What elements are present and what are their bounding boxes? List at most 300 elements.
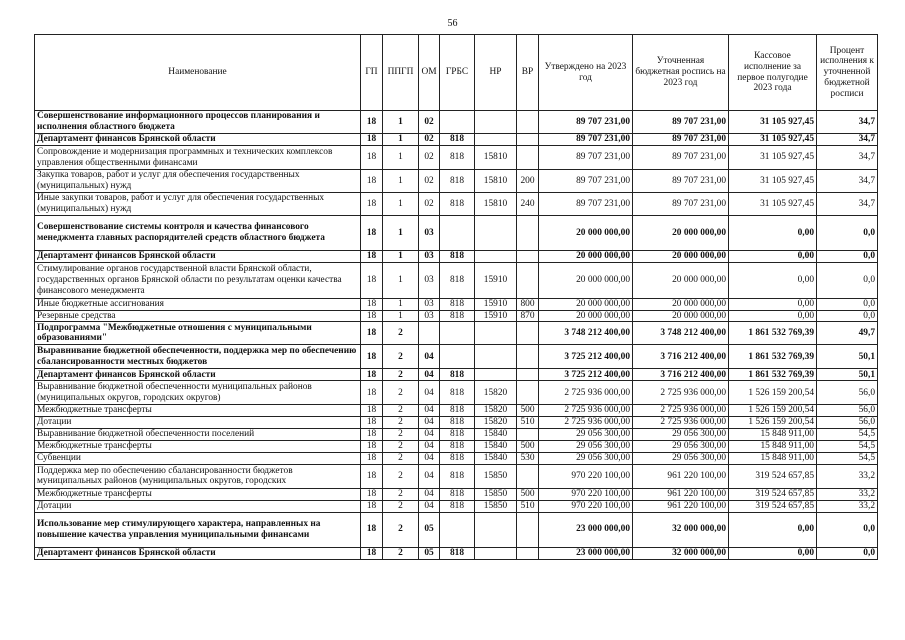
cash-cell: 0,00 xyxy=(729,216,817,251)
gp-cell: 18 xyxy=(361,263,383,299)
name: Дотации xyxy=(35,417,361,429)
vr-cell xyxy=(517,381,539,405)
name: Межбюджетные трансферты xyxy=(35,405,361,417)
page-number: 56 xyxy=(447,18,458,29)
column-header-gp: ГП xyxy=(361,35,383,111)
grbs-cell xyxy=(440,345,475,369)
refined-cell: 3 716 212 400,00 xyxy=(633,345,729,369)
om-cell: 02 xyxy=(419,193,440,216)
table-body xyxy=(35,111,878,560)
grbs-cell: 818 xyxy=(440,488,475,500)
refined-cell: 29 056 300,00 xyxy=(633,452,729,464)
cash-cell: 1 526 159 200,54 xyxy=(729,405,817,417)
nr-cell: 15820 xyxy=(475,417,517,429)
cash-cell: 0,00 xyxy=(729,512,817,547)
percent-cell: 56,0 xyxy=(817,417,878,429)
refined-cell: 2 725 936 000,00 xyxy=(633,381,729,405)
om-cell: 04 xyxy=(419,452,440,464)
ppgp-cell: 1 xyxy=(383,263,419,299)
vr-cell xyxy=(517,345,539,369)
refined-cell: 961 220 100,00 xyxy=(633,464,729,488)
om-cell: 02 xyxy=(419,170,440,193)
gp-cell: 18 xyxy=(361,369,383,381)
approved-cell: 23 000 000,00 xyxy=(539,512,633,547)
grbs-cell: 818 xyxy=(440,417,475,429)
refined-cell: 29 056 300,00 xyxy=(633,428,729,440)
refined-cell: 32 000 000,00 xyxy=(633,512,729,547)
approved-cell: 2 725 936 000,00 xyxy=(539,381,633,405)
percent-cell: 54,5 xyxy=(817,452,878,464)
name: Межбюджетные трансферты xyxy=(35,488,361,500)
grbs-cell: 818 xyxy=(440,310,475,322)
approved-cell: 970 220 100,00 xyxy=(539,500,633,512)
cash-cell: 0,00 xyxy=(729,310,817,322)
ppgp-cell: 2 xyxy=(383,500,419,512)
gp-cell: 18 xyxy=(361,310,383,322)
nr-cell: 15910 xyxy=(475,299,517,311)
name: Подпрограмма "Межбюджетные отношения с муниципальными образованиями" xyxy=(35,322,361,345)
om-cell: 04 xyxy=(419,381,440,405)
om-cell: 04 xyxy=(419,488,440,500)
nr-cell: 15840 xyxy=(475,428,517,440)
approved-cell: 3 725 212 400,00 xyxy=(539,345,633,369)
approved-cell: 89 707 231,00 xyxy=(539,170,633,193)
table-row xyxy=(35,381,878,405)
refined-cell: 20 000 000,00 xyxy=(633,263,729,299)
cash-cell: 1 526 159 200,54 xyxy=(729,381,817,405)
nr-cell: 15810 xyxy=(475,170,517,193)
ppgp-cell: 2 xyxy=(383,322,419,345)
gp-cell: 18 xyxy=(361,417,383,429)
percent-cell: 0,0 xyxy=(817,547,878,559)
grbs-cell: 818 xyxy=(440,428,475,440)
gp-cell: 18 xyxy=(361,405,383,417)
table-row xyxy=(35,134,878,146)
approved-cell: 970 220 100,00 xyxy=(539,488,633,500)
cash-cell: 319 524 657,85 xyxy=(729,488,817,500)
om-cell: 04 xyxy=(419,464,440,488)
table-row xyxy=(35,417,878,429)
table-row xyxy=(35,369,878,381)
grbs-cell: 818 xyxy=(440,369,475,381)
approved-cell: 89 707 231,00 xyxy=(539,193,633,216)
grbs-cell xyxy=(440,322,475,345)
table-row xyxy=(35,310,878,322)
cash-cell: 31 105 927,45 xyxy=(729,146,817,170)
ppgp-cell: 1 xyxy=(383,310,419,322)
om-cell: 03 xyxy=(419,216,440,251)
table-row xyxy=(35,111,878,134)
name: Департамент финансов Брянской области xyxy=(35,251,361,263)
gp-cell: 18 xyxy=(361,547,383,559)
vr-cell: 530 xyxy=(517,452,539,464)
table-row xyxy=(35,440,878,452)
name: Использование мер стимулирующего характера, направленных на повышение качества управления муниципальными финансами xyxy=(35,512,361,547)
approved-cell: 89 707 231,00 xyxy=(539,134,633,146)
refined-cell: 3 716 212 400,00 xyxy=(633,369,729,381)
vr-cell xyxy=(517,263,539,299)
vr-cell xyxy=(517,251,539,263)
grbs-cell: 818 xyxy=(440,251,475,263)
gp-cell: 18 xyxy=(361,464,383,488)
nr-cell: 15810 xyxy=(475,146,517,170)
ppgp-cell: 1 xyxy=(383,251,419,263)
vr-cell xyxy=(517,134,539,146)
gp-cell: 18 xyxy=(361,299,383,311)
om-cell: 03 xyxy=(419,263,440,299)
table-row xyxy=(35,512,878,547)
ppgp-cell: 2 xyxy=(383,381,419,405)
nr-cell: 15840 xyxy=(475,440,517,452)
nr-cell xyxy=(475,251,517,263)
approved-cell: 23 000 000,00 xyxy=(539,547,633,559)
table-row xyxy=(35,428,878,440)
refined-cell: 961 220 100,00 xyxy=(633,500,729,512)
name: Резервные средства xyxy=(35,310,361,322)
nr-cell: 15810 xyxy=(475,193,517,216)
approved-cell: 3 725 212 400,00 xyxy=(539,369,633,381)
vr-cell: 800 xyxy=(517,299,539,311)
vr-cell: 500 xyxy=(517,440,539,452)
table-row xyxy=(35,299,878,311)
refined-cell: 89 707 231,00 xyxy=(633,170,729,193)
nr-cell xyxy=(475,322,517,345)
table-row xyxy=(35,405,878,417)
nr-cell: 15910 xyxy=(475,263,517,299)
gp-cell: 18 xyxy=(361,512,383,547)
approved-cell: 89 707 231,00 xyxy=(539,111,633,134)
name: Совершенствование системы контроля и качества финансового менеджмента главных распорядителей средств областного бюджета xyxy=(35,216,361,251)
percent-cell: 34,7 xyxy=(817,134,878,146)
table-row xyxy=(35,547,878,559)
name: Совершенствование информационного процессов планирования и исполнения областного бюджета xyxy=(35,111,361,134)
ppgp-cell: 1 xyxy=(383,299,419,311)
grbs-cell: 818 xyxy=(440,263,475,299)
approved-cell: 2 725 936 000,00 xyxy=(539,417,633,429)
cash-cell: 1 526 159 200,54 xyxy=(729,417,817,429)
refined-cell: 20 000 000,00 xyxy=(633,216,729,251)
approved-cell: 20 000 000,00 xyxy=(539,299,633,311)
percent-cell: 34,7 xyxy=(817,170,878,193)
vr-cell: 510 xyxy=(517,500,539,512)
om-cell xyxy=(419,322,440,345)
ppgp-cell: 2 xyxy=(383,428,419,440)
percent-cell: 54,5 xyxy=(817,440,878,452)
column-header-ppgp: ППГП xyxy=(383,35,419,111)
gp-cell: 18 xyxy=(361,500,383,512)
percent-cell: 56,0 xyxy=(817,405,878,417)
name: Иные закупки товаров, работ и услуг для обеспечения государственных (муниципальных) нужд xyxy=(35,193,361,216)
name: Иные бюджетные ассигнования xyxy=(35,299,361,311)
nr-cell xyxy=(475,369,517,381)
vr-cell xyxy=(517,428,539,440)
refined-cell: 29 056 300,00 xyxy=(633,440,729,452)
cash-cell: 319 524 657,85 xyxy=(729,464,817,488)
cash-cell: 31 105 927,45 xyxy=(729,170,817,193)
om-cell: 02 xyxy=(419,111,440,134)
grbs-cell xyxy=(440,216,475,251)
cash-cell: 15 848 911,00 xyxy=(729,440,817,452)
approved-cell: 3 748 212 400,00 xyxy=(539,322,633,345)
om-cell: 05 xyxy=(419,547,440,559)
cash-cell: 319 524 657,85 xyxy=(729,500,817,512)
om-cell: 04 xyxy=(419,345,440,369)
refined-cell: 20 000 000,00 xyxy=(633,310,729,322)
gp-cell: 18 xyxy=(361,440,383,452)
vr-cell xyxy=(517,547,539,559)
refined-cell: 89 707 231,00 xyxy=(633,134,729,146)
approved-cell: 20 000 000,00 xyxy=(539,310,633,322)
ppgp-cell: 1 xyxy=(383,170,419,193)
vr-cell xyxy=(517,512,539,547)
cash-cell: 0,00 xyxy=(729,299,817,311)
ppgp-cell: 2 xyxy=(383,345,419,369)
vr-cell xyxy=(517,369,539,381)
gp-cell: 18 xyxy=(361,345,383,369)
nr-cell xyxy=(475,512,517,547)
grbs-cell: 818 xyxy=(440,500,475,512)
om-cell: 04 xyxy=(419,440,440,452)
ppgp-cell: 2 xyxy=(383,464,419,488)
grbs-cell: 818 xyxy=(440,547,475,559)
ppgp-cell: 2 xyxy=(383,452,419,464)
ppgp-cell: 2 xyxy=(383,369,419,381)
percent-cell: 34,7 xyxy=(817,146,878,170)
percent-cell: 0,0 xyxy=(817,512,878,547)
name: Выравнивание бюджетной обеспеченности муниципальных районов (муниципальных округов, городских округов) xyxy=(35,381,361,405)
cash-cell: 31 105 927,45 xyxy=(729,111,817,134)
column-header-approved: Утверждено на 2023 год xyxy=(539,35,633,111)
gp-cell: 18 xyxy=(361,452,383,464)
name: Выравнивание бюджетной обеспеченности поселений xyxy=(35,428,361,440)
ppgp-cell: 2 xyxy=(383,405,419,417)
gp-cell: 18 xyxy=(361,193,383,216)
ppgp-cell: 1 xyxy=(383,216,419,251)
name: Межбюджетные трансферты xyxy=(35,440,361,452)
cash-cell: 0,00 xyxy=(729,263,817,299)
column-header-percent: Процент исполнения к уточненной бюджетной росписи xyxy=(817,35,878,111)
name: Департамент финансов Брянской области xyxy=(35,369,361,381)
ppgp-cell: 2 xyxy=(383,417,419,429)
om-cell: 02 xyxy=(419,146,440,170)
nr-cell xyxy=(475,547,517,559)
gp-cell: 18 xyxy=(361,428,383,440)
approved-cell: 29 056 300,00 xyxy=(539,452,633,464)
cash-cell: 31 105 927,45 xyxy=(729,193,817,216)
column-header-cash: Кассовое исполнение за первое полугодие 2023 года xyxy=(729,35,817,111)
cash-cell: 1 861 532 769,39 xyxy=(729,322,817,345)
cash-cell: 1 861 532 769,39 xyxy=(729,369,817,381)
cash-cell: 31 105 927,45 xyxy=(729,134,817,146)
name: Департамент финансов Брянской области xyxy=(35,547,361,559)
ppgp-cell: 2 xyxy=(383,512,419,547)
percent-cell: 33,2 xyxy=(817,500,878,512)
percent-cell: 0,0 xyxy=(817,310,878,322)
vr-cell: 870 xyxy=(517,310,539,322)
gp-cell: 18 xyxy=(361,170,383,193)
om-cell: 05 xyxy=(419,512,440,547)
name: Стимулирование органов государственной власти Брянской области, государственных органов Брянской области по результатам оценки качества финансового менеджмента xyxy=(35,263,361,299)
ppgp-cell: 2 xyxy=(383,488,419,500)
vr-cell: 240 xyxy=(517,193,539,216)
approved-cell: 29 056 300,00 xyxy=(539,440,633,452)
om-cell: 04 xyxy=(419,369,440,381)
percent-cell: 0,0 xyxy=(817,251,878,263)
nr-cell: 15850 xyxy=(475,500,517,512)
grbs-cell: 818 xyxy=(440,170,475,193)
nr-cell xyxy=(475,111,517,134)
gp-cell: 18 xyxy=(361,216,383,251)
table-row xyxy=(35,452,878,464)
nr-cell: 15850 xyxy=(475,464,517,488)
ppgp-cell: 1 xyxy=(383,111,419,134)
approved-cell: 20 000 000,00 xyxy=(539,263,633,299)
table-row xyxy=(35,146,878,170)
approved-cell: 20 000 000,00 xyxy=(539,216,633,251)
grbs-cell: 818 xyxy=(440,440,475,452)
ppgp-cell: 2 xyxy=(383,547,419,559)
cash-cell: 1 861 532 769,39 xyxy=(729,345,817,369)
vr-cell xyxy=(517,111,539,134)
column-header-vr: ВР xyxy=(517,35,539,111)
percent-cell: 33,2 xyxy=(817,464,878,488)
percent-cell: 54,5 xyxy=(817,428,878,440)
approved-cell: 2 725 936 000,00 xyxy=(539,405,633,417)
budget-table xyxy=(34,34,878,560)
grbs-cell: 818 xyxy=(440,381,475,405)
table-row xyxy=(35,322,878,345)
nr-cell: 15850 xyxy=(475,488,517,500)
percent-cell: 33,2 xyxy=(817,488,878,500)
column-header-refined: Уточненная бюджетная роспись на 2023 год xyxy=(633,35,729,111)
approved-cell: 89 707 231,00 xyxy=(539,146,633,170)
grbs-cell: 818 xyxy=(440,464,475,488)
percent-cell: 50,1 xyxy=(817,369,878,381)
approved-cell: 20 000 000,00 xyxy=(539,251,633,263)
om-cell: 04 xyxy=(419,428,440,440)
column-header-grbs: ГРБС xyxy=(440,35,475,111)
nr-cell: 15910 xyxy=(475,310,517,322)
name: Субвенции xyxy=(35,452,361,464)
refined-cell: 89 707 231,00 xyxy=(633,193,729,216)
name: Департамент финансов Брянской области xyxy=(35,134,361,146)
om-cell: 04 xyxy=(419,417,440,429)
approved-cell: 29 056 300,00 xyxy=(539,428,633,440)
grbs-cell: 818 xyxy=(440,299,475,311)
column-header-nr: НР xyxy=(475,35,517,111)
om-cell: 03 xyxy=(419,299,440,311)
cash-cell: 0,00 xyxy=(729,547,817,559)
refined-cell: 20 000 000,00 xyxy=(633,299,729,311)
column-header-om: ОМ xyxy=(419,35,440,111)
table-row xyxy=(35,216,878,251)
name: Поддержка мер по обеспечению сбалансированности бюджетов муниципальных районов (муниципальных округов, городских xyxy=(35,464,361,488)
column-header-name: Наименование xyxy=(35,35,361,111)
vr-cell xyxy=(517,146,539,170)
table-row xyxy=(35,464,878,488)
nr-cell: 15820 xyxy=(475,405,517,417)
name: Выравнивание бюджетной обеспеченности, поддержка мер по обеспечению сбалансированности местных бюджетов xyxy=(35,345,361,369)
gp-cell: 18 xyxy=(361,322,383,345)
refined-cell: 3 748 212 400,00 xyxy=(633,322,729,345)
om-cell: 03 xyxy=(419,251,440,263)
table-row xyxy=(35,488,878,500)
refined-cell: 89 707 231,00 xyxy=(633,146,729,170)
cash-cell: 15 848 911,00 xyxy=(729,452,817,464)
vr-cell xyxy=(517,322,539,345)
refined-cell: 2 725 936 000,00 xyxy=(633,405,729,417)
refined-cell: 2 725 936 000,00 xyxy=(633,417,729,429)
ppgp-cell: 2 xyxy=(383,440,419,452)
nr-cell: 15840 xyxy=(475,452,517,464)
percent-cell: 0,0 xyxy=(817,263,878,299)
om-cell: 02 xyxy=(419,134,440,146)
grbs-cell xyxy=(440,512,475,547)
grbs-cell xyxy=(440,111,475,134)
gp-cell: 18 xyxy=(361,251,383,263)
gp-cell: 18 xyxy=(361,111,383,134)
grbs-cell: 818 xyxy=(440,405,475,417)
ppgp-cell: 1 xyxy=(383,193,419,216)
grbs-cell: 818 xyxy=(440,146,475,170)
percent-cell: 34,7 xyxy=(817,111,878,134)
grbs-cell: 818 xyxy=(440,452,475,464)
ppgp-cell: 1 xyxy=(383,134,419,146)
percent-cell: 0,0 xyxy=(817,299,878,311)
percent-cell: 50,1 xyxy=(817,345,878,369)
table-row xyxy=(35,170,878,193)
vr-cell xyxy=(517,216,539,251)
nr-cell xyxy=(475,345,517,369)
gp-cell: 18 xyxy=(361,488,383,500)
refined-cell: 32 000 000,00 xyxy=(633,547,729,559)
om-cell: 04 xyxy=(419,500,440,512)
refined-cell: 20 000 000,00 xyxy=(633,251,729,263)
nr-cell: 15820 xyxy=(475,381,517,405)
gp-cell: 18 xyxy=(361,134,383,146)
grbs-cell: 818 xyxy=(440,193,475,216)
gp-cell: 18 xyxy=(361,146,383,170)
table-row xyxy=(35,193,878,216)
table-row xyxy=(35,500,878,512)
table-row xyxy=(35,251,878,263)
name: Закупка товаров, работ и услуг для обеспечения государственных (муниципальных) нужд xyxy=(35,170,361,193)
grbs-cell: 818 xyxy=(440,134,475,146)
vr-cell: 500 xyxy=(517,405,539,417)
om-cell: 03 xyxy=(419,310,440,322)
percent-cell: 34,7 xyxy=(817,193,878,216)
nr-cell xyxy=(475,134,517,146)
vr-cell: 500 xyxy=(517,488,539,500)
om-cell: 04 xyxy=(419,405,440,417)
vr-cell: 200 xyxy=(517,170,539,193)
refined-cell: 961 220 100,00 xyxy=(633,488,729,500)
table-row xyxy=(35,345,878,369)
refined-cell: 89 707 231,00 xyxy=(633,111,729,134)
vr-cell: 510 xyxy=(517,417,539,429)
percent-cell: 56,0 xyxy=(817,381,878,405)
table-header-row xyxy=(35,35,878,111)
vr-cell xyxy=(517,464,539,488)
ppgp-cell: 1 xyxy=(383,146,419,170)
name: Дотации xyxy=(35,500,361,512)
gp-cell: 18 xyxy=(361,381,383,405)
name: Сопровождение и модернизация программных и технических комплексов управления общественными финансами xyxy=(35,146,361,170)
cash-cell: 0,00 xyxy=(729,251,817,263)
percent-cell: 0,0 xyxy=(817,216,878,251)
nr-cell xyxy=(475,216,517,251)
percent-cell: 49,7 xyxy=(817,322,878,345)
